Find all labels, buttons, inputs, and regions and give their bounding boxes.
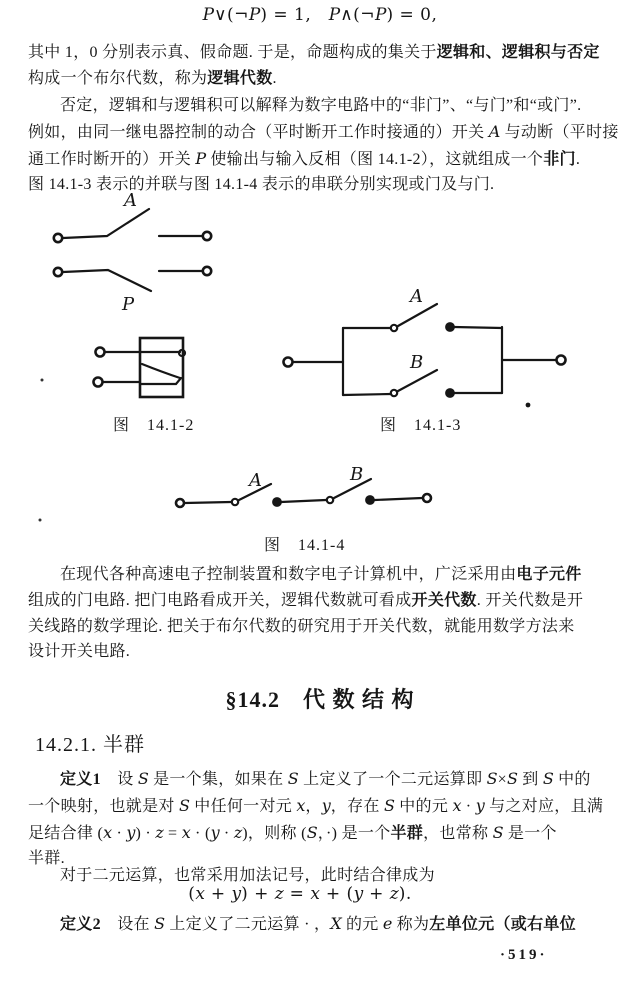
text-segment: S xyxy=(383,795,395,815)
text-segment: z xyxy=(155,822,164,842)
text-segment: x xyxy=(452,795,462,815)
text-segment: )，则称 ( xyxy=(242,824,307,842)
text-segment: 到 xyxy=(517,771,543,788)
figure-caption-14-1-2: 图 14.1-2 xyxy=(113,417,195,434)
switch-label-a2: A xyxy=(410,286,423,307)
text-segment: 图 14.1-3 表示的并联与图 14.1-4 表示的串联分别实现或门及与门. xyxy=(28,176,495,194)
scan-speck xyxy=(39,519,42,522)
text-segment: 定义1 xyxy=(60,771,101,788)
text-segment: A xyxy=(488,121,501,141)
formula-associativity xyxy=(0,884,600,904)
section-heading: §14.2 代 数 结 构 xyxy=(225,687,415,712)
text-segment: y xyxy=(321,795,331,815)
text-segment: ，也常称 xyxy=(423,824,493,842)
text-segment: 中任何一对元 xyxy=(189,797,297,815)
text-segment: 逻辑代数 xyxy=(207,69,273,87)
text-segment: P xyxy=(375,5,387,25)
scan-speck xyxy=(41,379,44,382)
text-segment: 设计开关电路. xyxy=(28,643,131,661)
text-segment: ∧(¬ xyxy=(340,5,376,25)
text-segment: · xyxy=(112,824,127,842)
text-segment: x xyxy=(296,795,306,815)
text-segment: x xyxy=(195,884,205,904)
text-segment: S xyxy=(306,822,318,842)
text-segment: S xyxy=(506,769,518,788)
figure-caption-14-1-3: 图 14.1-3 xyxy=(380,417,462,434)
text-segment: 与之对应，且满 xyxy=(484,797,604,815)
text-line xyxy=(28,766,603,793)
text-segment: ，存在 xyxy=(330,797,384,815)
text-line xyxy=(28,820,603,847)
text-segment: 通工作时断开的）开关 xyxy=(28,150,196,168)
switch-label-p: P xyxy=(122,294,135,315)
text-segment: ) + xyxy=(241,884,275,904)
text-segment: 构成一个布尔代数，称为 xyxy=(28,69,208,87)
switch-label-a3: A xyxy=(249,470,262,491)
text-segment: 是一个集，如果在 xyxy=(148,771,288,788)
text-segment: 的元 xyxy=(341,916,383,933)
text-segment: ∨(¬ xyxy=(214,5,249,25)
figure-14-1-4-series xyxy=(176,479,431,507)
text-line xyxy=(28,911,576,938)
text-segment: 左单位元（或右单位 xyxy=(429,916,576,933)
subsection-heading: 14.2.1. 半群 xyxy=(35,734,145,756)
text-segment: · ( xyxy=(190,824,211,842)
text-segment: = xyxy=(163,824,182,842)
text-segment: S xyxy=(154,914,166,933)
paragraph-switching-algebra xyxy=(28,562,583,665)
text-segment: x xyxy=(181,822,191,842)
text-segment: 一个映射，也就是对 xyxy=(28,797,180,815)
text-segment: P xyxy=(328,5,341,25)
text-line xyxy=(28,588,583,614)
switch-label-b: B xyxy=(410,352,424,373)
text-line xyxy=(0,884,600,904)
text-segment: 使输出与输入反相（图 14.1-2），这就组成一个 xyxy=(206,150,544,168)
text-segment: S xyxy=(492,822,504,842)
text-segment: · xyxy=(461,797,476,815)
text-segment: z xyxy=(274,884,284,904)
text-segment: 逻辑和、逻辑积与否定 xyxy=(436,44,600,61)
text-segment: S xyxy=(486,769,498,788)
figure-14-1-3-parallel xyxy=(284,304,566,407)
figure-14-1-2-switch-a xyxy=(54,209,211,242)
text-segment: S xyxy=(137,769,149,788)
text-segment: ) · xyxy=(135,824,156,842)
text-segment: 称为 xyxy=(392,916,430,933)
text-segment: ). xyxy=(398,884,412,904)
text-segment: y xyxy=(210,822,220,842)
text-segment: 定义2 xyxy=(60,916,101,933)
text-segment: y xyxy=(126,822,136,842)
text-segment: 半群 xyxy=(390,824,424,842)
text-segment: ，·) 是一个 xyxy=(317,824,391,842)
text-segment: y xyxy=(353,884,364,904)
text-segment: · xyxy=(219,824,234,842)
page-number: ·519· xyxy=(500,947,548,963)
text-segment: z xyxy=(389,884,399,904)
text-segment: x xyxy=(103,822,113,842)
text-segment: 是一个 xyxy=(503,824,557,842)
text-segment: P xyxy=(248,5,261,25)
figure-caption-14-1-4: 图 14.1-4 xyxy=(264,537,346,554)
text-segment: 例如，由同一继电器控制的动合（平时断开工作时接通的）开关 xyxy=(28,123,489,141)
text-segment: e xyxy=(382,914,393,933)
switch-label-a: A xyxy=(124,190,137,211)
paragraph-definition-1 xyxy=(28,766,603,872)
text-segment: . xyxy=(272,69,277,87)
text-segment: 中的 xyxy=(553,771,591,788)
figure-14-1-2-switch-p xyxy=(54,267,211,291)
text-segment: X xyxy=(330,914,342,933)
text-segment: + xyxy=(204,884,232,904)
text-segment: P xyxy=(202,5,215,25)
text-segment: 与动断（平时接 xyxy=(500,123,619,141)
text-segment: ， xyxy=(305,797,322,815)
text-segment: × xyxy=(497,771,507,788)
text-segment: 中的元 xyxy=(394,797,453,815)
text-segment: 电子元件 xyxy=(516,566,582,583)
text-segment: = xyxy=(283,884,311,904)
switch-label-b2: B xyxy=(350,464,364,485)
text-segment: S xyxy=(287,769,299,788)
text-segment: 设在 xyxy=(100,916,155,933)
text-segment: 上定义了一个二元运算即 xyxy=(298,771,487,788)
paragraph-definition-2 xyxy=(28,911,576,938)
text-line xyxy=(28,639,583,665)
text-line xyxy=(28,793,603,820)
text-segment: ) = 0, xyxy=(386,5,438,25)
text-segment: 足结合律 ( xyxy=(28,824,104,842)
text-segment: ) = 1, xyxy=(260,5,329,25)
text-segment: 半群. xyxy=(28,850,65,868)
text-segment: 上定义了二元运算 · ， xyxy=(165,916,331,933)
text-segment: 关线路的数学理论. 把关于布尔代数的研究用于开关代数，就能用数学方法来 xyxy=(28,617,575,635)
text-segment: 对于二元运算，也常采用加法记号，此时结合律成为 xyxy=(60,867,435,884)
text-segment: 非门 xyxy=(543,150,576,168)
text-segment: 开关代数 xyxy=(411,591,477,609)
figure-14-1-2-relay xyxy=(94,338,186,397)
text-line xyxy=(28,562,583,588)
text-segment: y xyxy=(231,884,242,904)
text-segment: z xyxy=(233,822,243,842)
text-segment: + xyxy=(363,884,390,904)
text-segment: y xyxy=(475,795,485,815)
text-segment: + ( xyxy=(319,884,354,904)
text-segment: S xyxy=(179,795,190,815)
text-segment: 设 xyxy=(100,771,138,788)
text-segment: 其中 1，0 分别表示真、假命题. 于是，命题构成的集关于 xyxy=(28,44,437,61)
text-segment: . xyxy=(575,150,581,168)
text-segment: . 开关代数是开 xyxy=(476,591,584,609)
text-segment: S xyxy=(542,769,554,788)
text-segment: 组成的门电路. 把门电路看成开关，逻辑代数就可看成 xyxy=(28,591,412,609)
text-segment: P xyxy=(195,148,207,168)
text-segment: 否定，逻辑和与逻辑积可以解释为数字电路中的“非门”、“与门”和“或门”. xyxy=(60,97,582,114)
text-segment: ( xyxy=(188,884,196,904)
text-line xyxy=(28,614,583,640)
text-segment: x xyxy=(310,884,320,904)
text-segment: 在现代各种高速电子控制装置和数字电子计算机中，广泛采用由 xyxy=(60,566,517,583)
